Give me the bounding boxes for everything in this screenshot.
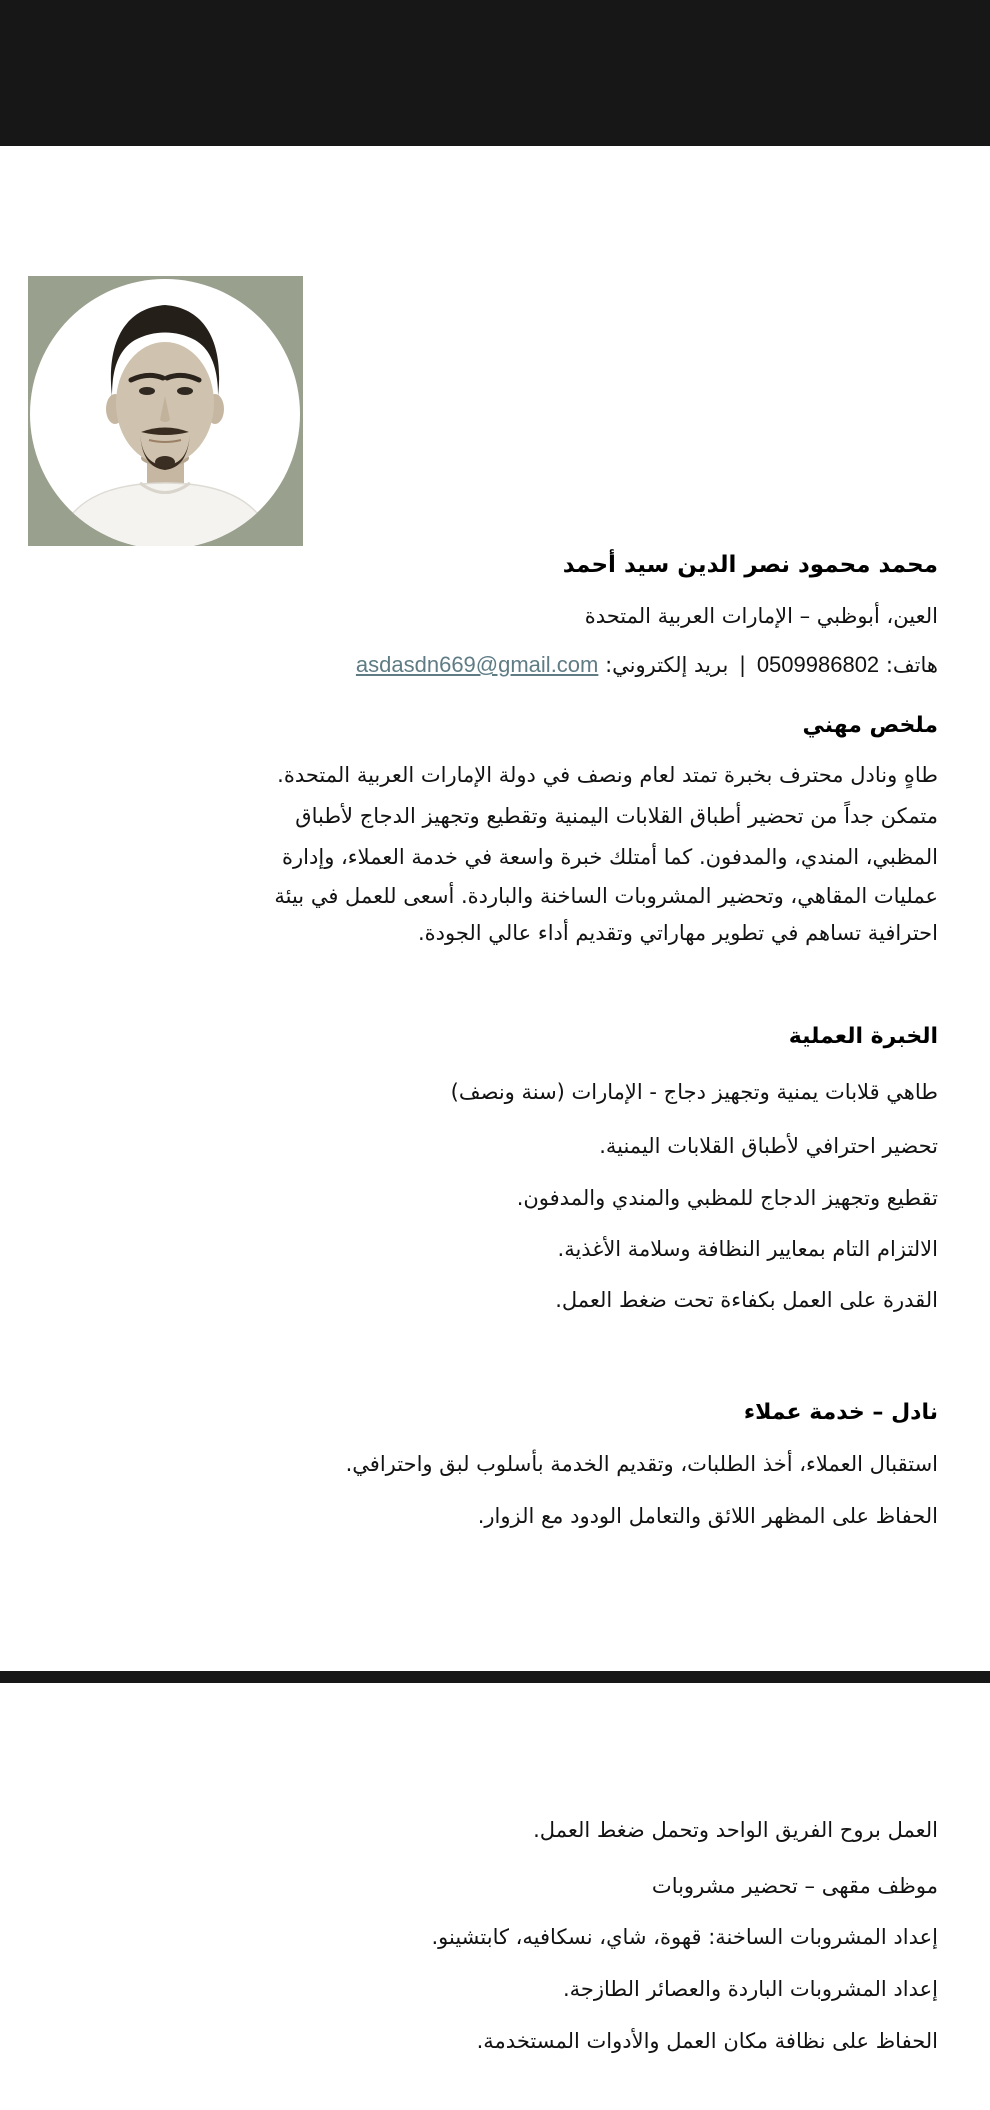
profile-photo [28,276,303,546]
chef-bullet: تقطيع وتجهيز الدجاج للمظبي والمندي والمدفون. [516,1186,938,1210]
summary-line: احترافية تساهم في تطوير مهاراتي وتقديم أداء عالي الجودة. [417,921,938,945]
portrait-eye-right [139,387,155,395]
contact-line [356,650,938,680]
phone-label: هاتف: [885,653,938,677]
page-separator-bar [0,1671,990,1683]
barista-role: موظف مقهى – تحضير مشروبات [651,1874,938,1898]
chef-bullet: القدرة على العمل بكفاءة تحت ضغط العمل. [555,1288,938,1312]
waiter-bullet-continued: العمل بروح الفريق الواحد وتحمل ضغط العمل. [533,1818,938,1842]
email-link[interactable]: asdasdn669@gmail.com [355,652,599,677]
waiter-bullet: الحفاظ على المظهر اللائق والتعامل الودود مع الزوار. [477,1504,938,1528]
chef-bullet: الالتزام التام بمعايير النظافة وسلامة الأغذية. [557,1237,938,1261]
chef-bullet: تحضير احترافي لأطباق القلابات اليمنية. [599,1134,938,1158]
email-label: بريد إلكتروني: [605,653,729,677]
barista-bullet: إعداد المشروبات الباردة والعصائر الطازجة. [562,1977,938,2001]
portrait-eye-left [177,387,193,395]
summary-line: المظبي، المندي، والمدفون. كما أمتلك خبرة واسعة في خدمة العملاء، وإدارة [282,845,938,869]
location: العين، أبوظبي – الإمارات العربية المتحدة [584,604,938,628]
summary-line: طاهٍ ونادل محترف بخبرة تمتد لعام ونصف في دولة الإمارات العربية المتحدة. [277,763,938,787]
chef-role: طاهي قلابات يمنية وتجهيز دجاج - الإمارات (سنة ونصف) [450,1080,938,1104]
summary-line: متمكن جداً من تحضير أطباق القلابات اليمنية وتقطيع وتجهيز الدجاج لأطباق [295,804,938,828]
summary-title: ملخص مهني [802,713,938,738]
name: محمد محمود نصر الدين سيد أحمد [562,552,938,578]
waiter-bullet: استقبال العملاء، أخذ الطلبات، وتقديم الخدمة بأسلوب لبق واحترافي. [345,1452,938,1476]
contact-divider: | [739,653,747,677]
top-bar [0,0,990,146]
barista-bullet: الحفاظ على نظافة مكان العمل والأدوات المستخدمة. [476,2029,938,2053]
waiter-title: نادل – خدمة عملاء [743,1400,938,1425]
barista-bullet: إعداد المشروبات الساخنة: قهوة، شاي، نسكافيه، كابتشينو. [431,1925,938,1949]
experience-title: الخبرة العملية [788,1024,938,1049]
profile-photo-image [28,276,303,546]
portrait-chin-beard [155,456,175,468]
phone-number: 0509986802 [756,652,880,677]
summary-line: عمليات المقاهي، وتحضير المشروبات الساخنة والباردة. أسعى للعمل في بيئة [274,884,938,908]
